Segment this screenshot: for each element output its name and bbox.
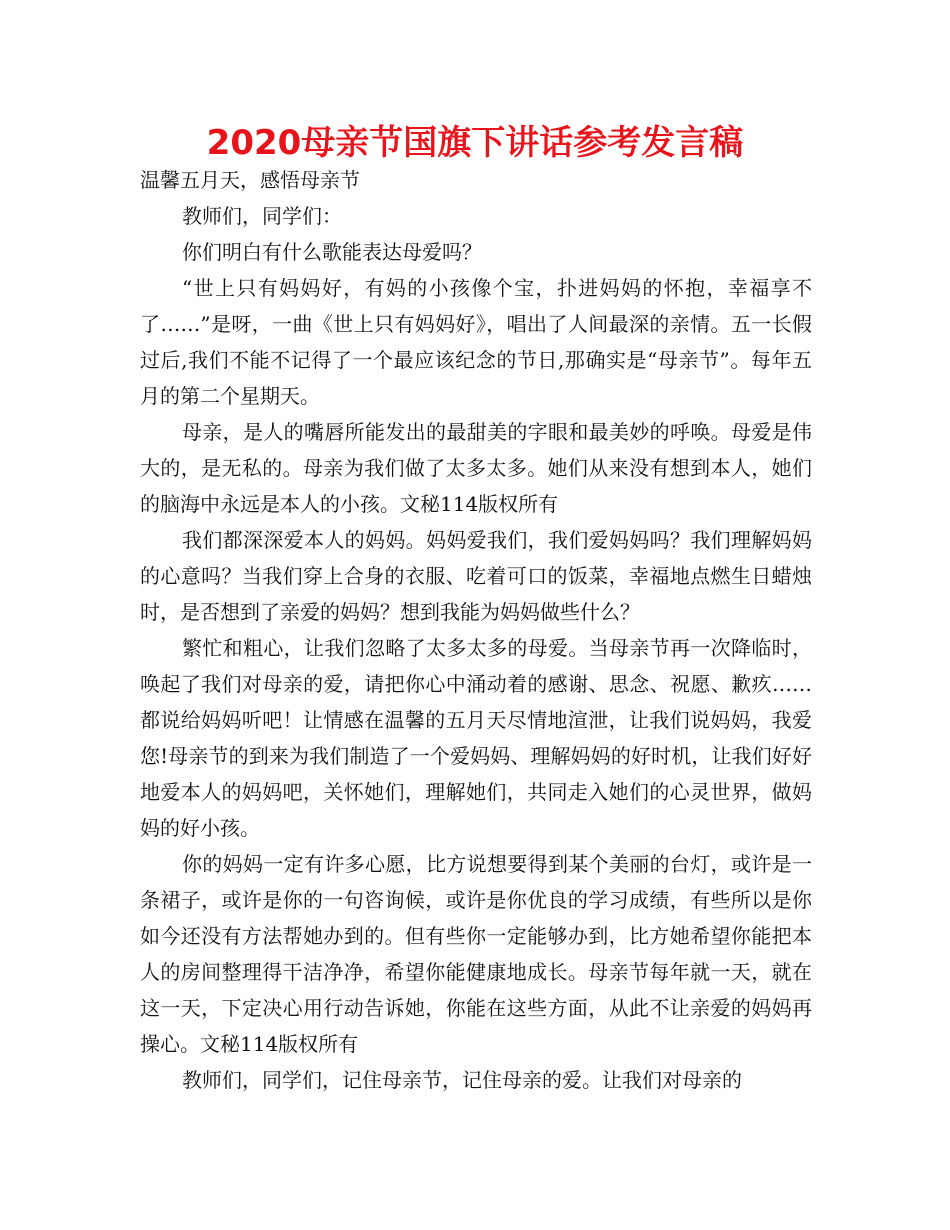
paragraph-wishes: 你的妈妈一定有许多心愿，比方说想要得到某个美丽的台灯，或许是一条裙子，或许是你的一句咨询候，或许是你优良的学习成绩，有些所以是你如今还没有方法帮她办到的。但有些你一定能够办到，比方她希望你能把本人的房间整理得干洁净净，希望你能健康地成长。母亲节每年就一天，就在这一天，下定决心用行动告诉她，你能在这些方面，从此不让亲爱的妈妈再操心。文秘114版权所有 — [140, 852, 812, 1056]
paragraph-love: 我们都深深爱本人的妈妈。妈妈爱我们，我们爱妈妈吗？我们理解妈妈的心意吗？当我们穿上合身的衣服、吃着可口的饭菜，幸福地点燃生日蜡烛时，是否想到了亲爱的妈妈？想到我能为妈妈做些什么？ — [140, 528, 812, 624]
paragraph-closing: 教师们，同学们，记住母亲节，记住母亲的爱。让我们对母亲的 — [182, 1068, 742, 1092]
paragraph-greeting: 教师们，同学们： — [182, 204, 342, 228]
paragraph-song: “世上只有妈妈好，有妈的小孩像个宝，扑进妈妈的怀抱，幸福享不了……”是呀，一曲《世上只有妈妈好》，唱出了人间最深的亲情。五一长假过后,我们不能不记得了一个最应该纪念的节日,那确实是“母亲节”。每年五月的第二个星期天。 — [140, 276, 812, 408]
document-body — [140, 162, 812, 1098]
paragraph-mother: 母亲，是人的嘴唇所能发出的最甜美的字眼和最美妙的呼唤。母爱是伟大的，是无私的。母亲为我们做了太多太多。她们从来没有想到本人，她们的脑海中永远是本人的小孩。文秘114版权所有 — [140, 420, 812, 516]
paragraph-question: 你们明白有什么歌能表达母爱吗？ — [182, 240, 482, 264]
document-subtitle: 温馨五月天，感悟母亲节 — [140, 168, 360, 192]
paragraph-busy: 繁忙和粗心，让我们忽略了太多太多的母爱。当母亲节再一次降临时，唤起了我们对母亲的爱，请把你心中涌动着的感谢、思念、祝愿、歉疚……都说给妈妈听吧！让情感在温馨的五月天尽情地渲泄，让我们说妈妈，我爱您!母亲节的到来为我们制造了一个爱妈妈、理解妈妈的好时机，让我们好好地爱本人的妈妈吧，关怀她们，理解她们，共同走入她们的心灵世界，做妈妈的好小孩。 — [140, 636, 812, 840]
document-title: 2020母亲节国旗下讲话参考发言稿 — [206, 123, 744, 163]
